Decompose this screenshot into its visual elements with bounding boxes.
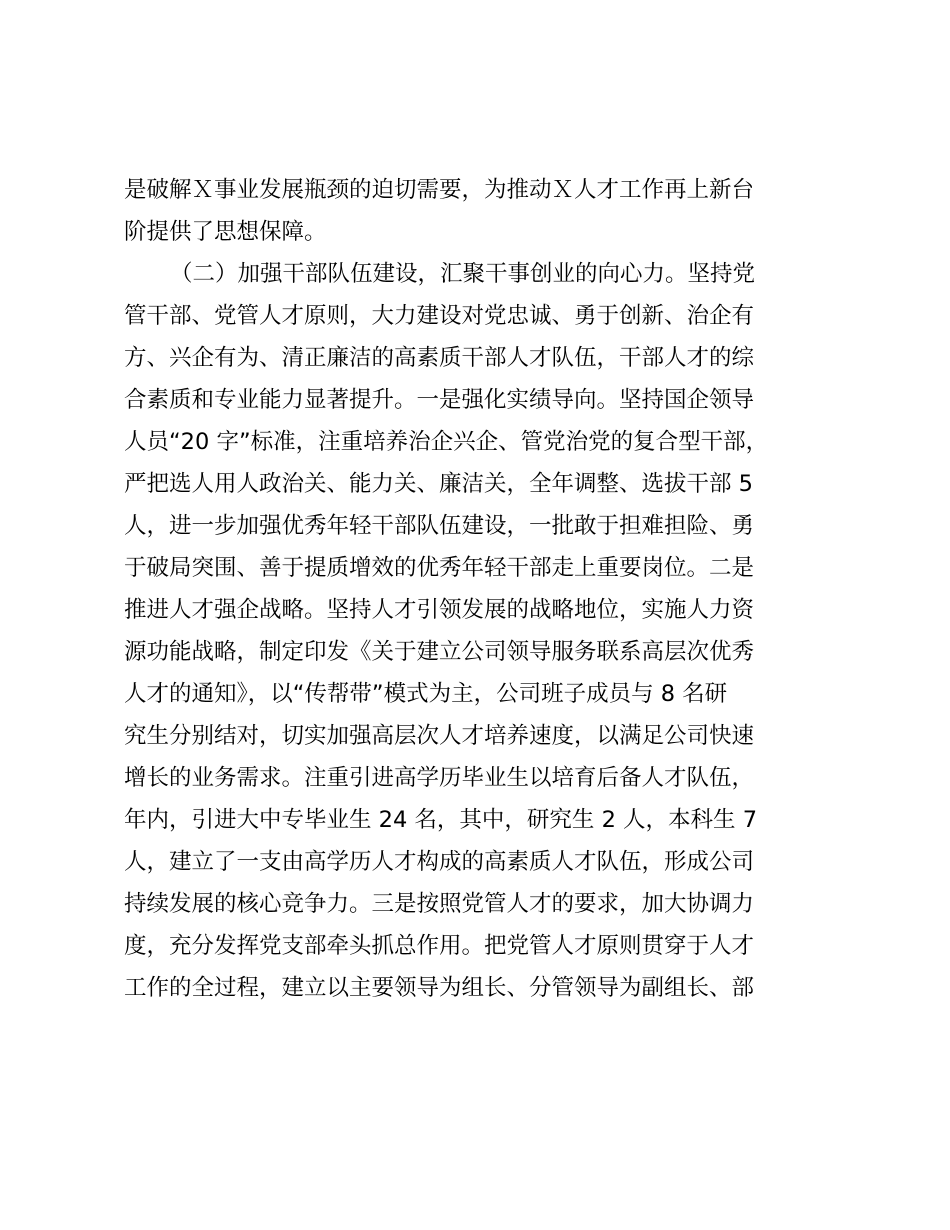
text-line: 推进人才强企战略。坚持人才引领发展的战略地位，实施人力资 [124,597,755,623]
paragraph-heading-line: （二）加强干部队伍建设，汇聚干事创业的向心力。坚持党 [170,261,756,287]
text-line: 持续发展的核心竞争力。三是按照党管人才的要求，加大协调力 [124,891,755,917]
text-line: 人，建立了一支由高学历人才构成的高素质人才队伍，形成公司 [124,849,755,875]
text-line: 管干部、党管人才原则，大力建设对党忠诚、勇于创新、治企有 [124,303,755,329]
text-line: 阶提供了思想保障。 [124,219,327,245]
text-line: 严把选人用人政治关、能力关、廉洁关，全年调整、选拔干部 5 [124,471,753,497]
text-line: 方、兴企有为、清正廉洁的高素质干部人才队伍，干部人才的综 [124,345,755,371]
text-line: 是破解Ｘ事业发展瓶颈的迫切需要，为推动Ｘ人才工作再上新台 [124,177,755,203]
text-line: 工作的全过程，建立以主要领导为组长、分管领导为副组长、部 [124,975,755,1001]
text-line: 人员“20 字”标准，注重培养治企兴企、管党治党的复合型干部， [124,429,769,455]
text-line: 合素质和专业能力显著提升。一是强化实绩导向。坚持国企领导 [124,387,755,413]
text-line: 年内，引进大中专毕业生 24 名，其中，研究生 2 人，本科生 7 [124,807,758,833]
text-line: 度，充分发挥党支部牵头抓总作用。把党管人才原则贯穿于人才 [124,933,755,959]
text-line: 增长的业务需求。注重引进高学历毕业生以培育后备人才队伍， [124,765,755,791]
text-line: 于破局突围、善于提质增效的优秀年轻干部走上重要岗位。二是 [124,555,755,581]
text-line: 人才的通知》，以“传帮带”模式为主，公司班子成员与 8 名研 [124,681,728,707]
text-line: 人，进一步加强优秀年轻干部队伍建设，一批敢于担难担险、勇 [124,513,755,539]
text-line: 源功能战略，制定印发《关于建立公司领导服务联系高层次优秀 [124,639,755,665]
text-line: 究生分别结对，切实加强高层次人才培养速度，以满足公司快速 [124,723,755,749]
